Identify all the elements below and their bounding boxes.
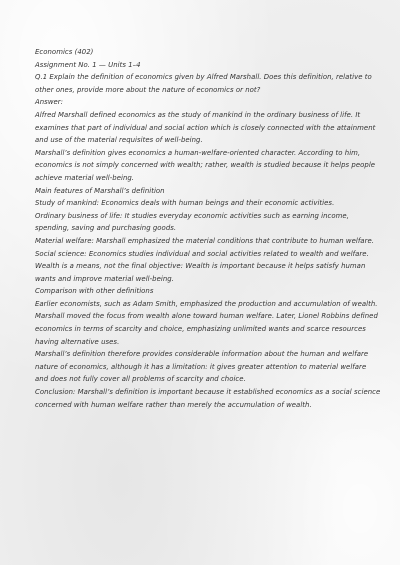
body-line: Material welfare: Marshall emphasized the material conditions that contribute to human welfare. [35,236,374,245]
document-body [35,46,381,411]
body-line: economics in terms of scarcity and choice, emphasizing unlimited wants and scarce resources [35,325,366,334]
body-line: Marshall moved the focus from wealth alone toward human welfare. Later, Lionel Robbins defined [35,312,378,321]
section-heading: Comparison with other definitions [35,287,154,296]
body-line: nature of economics, although it has a limitation: it gives greater attention to material welfare [35,362,367,371]
course-title: Economics (402) [35,48,94,56]
body-line: Earlier economists, such as Adam Smith, emphasized the production and accumulation of wealth. [35,299,378,308]
body-line: Study of mankind: Economics deals with human beings and their economic activities. [35,199,335,208]
body-line: Marshall’s definition gives economics a human-welfare-oriented character. According to him, [35,148,361,157]
body-line: and does not fully cover all problems of scarcity and choice. [35,375,246,384]
answer-label: Answer: [35,98,64,107]
question-line: Q.1 Explain the definition of economics given by Alfred Marshall. Does this definition, relative to [35,73,372,82]
body-line: wants and improve material well-being. [35,274,174,283]
body-line: Social science: Economics studies individual and social activities related to wealth and welfare. [35,249,369,258]
body-line: examines that part of individual and social action which is closely connected with the attainment [35,123,376,132]
conclusion-line: concerned with human welfare rather than merely the accumulation of wealth. [35,400,312,409]
conclusion-line: Conclusion: Marshall’s definition is important because it established economics as a social science [35,388,381,397]
body-line: and use of the material requisites of well-being. [35,136,203,145]
body-line: Alfred Marshall defined economics as the study of mankind in the ordinary business of life. It [35,110,361,119]
body-line: Wealth is a means, not the final objective: Wealth is important because it helps satisfy human [35,262,366,271]
body-line: Marshall’s definition therefore provides considerable information about the human and welfare [35,350,369,359]
body-line: achieve material well-being. [35,173,135,182]
body-line: economics is not simply concerned with wealth; rather, wealth is studied because it helps people [35,161,376,170]
body-line: having alternative uses. [35,337,120,346]
body-line: spending, saving and purchasing goods. [35,224,177,233]
section-heading: Main features of Marshall’s definition [35,186,165,195]
body-line: Ordinary business of life: It studies everyday economic activities such as earning income, [35,211,349,220]
question-line: other ones, provide more about the nature of economics or not? [35,85,261,94]
assignment-heading: Assignment No. 1 — Units 1–4 [35,60,141,69]
